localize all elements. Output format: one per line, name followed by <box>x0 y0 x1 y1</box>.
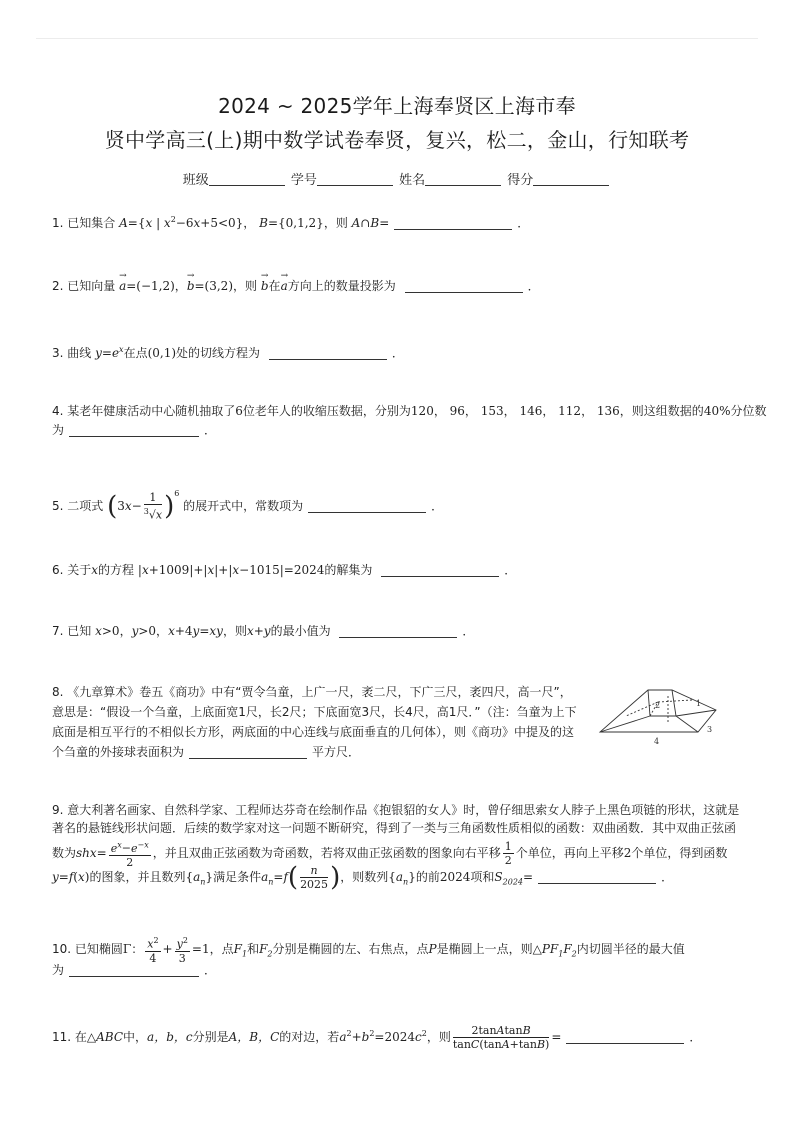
math-expression: A <box>119 216 128 230</box>
question-7: 7. 已知 x>0，y>0，x+4y=xy，则x+y的最小值为 ． <box>52 624 475 638</box>
question-9-line3: 数为shx= $\frac{e^x-e^{-x}}{2}$ ，并且双曲正弦函数为奇函数，若将双曲正弦函数的图象向右平移 $\frac{1}{2}$ 个单位，再向上平移2个单位，得到函数 <box>52 839 728 869</box>
class-blank[interactable] <box>209 173 285 186</box>
answer-blank[interactable] <box>538 870 656 884</box>
class-label: 班级 <box>182 173 209 188</box>
answer-blank[interactable] <box>189 745 307 759</box>
id-label: 学号 <box>290 173 317 188</box>
frustum-outline <box>600 690 716 732</box>
figure-label-2: 2 <box>655 701 661 710</box>
question-8: 8. 《九章算术》卷五《商功》中有“贾令刍童，上广一尺，袤二尺，下广三尺，袤四尺，高一尺”，意思是：“假设一个刍童，上底面宽1尺，长2尺；下底面宽3尺，长4尺，高1尺．”（注：刍童为上下底面是相互平行的不相似长方形，两底面的中心连线与底面垂直的几何体），则《商功》中提及的这个刍童的外接球表面积为 平方尺． <box>52 685 577 759</box>
figure-label-1: 1 <box>696 699 702 708</box>
question-5: 5. 二项式 (3x− $\frac{1}{^3√x}$ )$^6$ 的展开式中，常数项为 ． <box>52 489 444 522</box>
figure-label-3: 3 <box>707 725 713 734</box>
question-2: 2. 已知向量 → a=(−1,2)，→ b=(3,2)，则 → b在→ a方向上的数量投影为 ． <box>52 276 540 296</box>
frustum-figure <box>598 686 718 748</box>
answer-blank[interactable] <box>394 216 512 230</box>
question-10: 10. 已知椭圆Γ： $\frac{x^2}{4}$ + $\frac{y^2}{3}$ =1，点$F_1$和$F_2$分别是椭圆的左、右焦点，点P是椭圆上一点，则$\triangle PF_1F_2$内切圆半径的最大值 <box>52 936 685 965</box>
exam-title-line2: 贤中学高三(上)期中数学试卷奉贤，复兴，松二，金山，行知联考 <box>104 128 690 152</box>
question-4-cont: 为 ． <box>52 423 217 437</box>
answer-blank[interactable] <box>269 346 387 360</box>
answer-blank[interactable] <box>308 499 426 513</box>
answer-blank[interactable] <box>381 563 499 577</box>
question-6: 6. 关于x的方程 |x+1009|+|x|+|x−1015|=2024的解集为 ． <box>52 563 517 577</box>
question-3: 3. 曲线 $y=e^x$在点(0,1)处的切线方程为 ． <box>52 345 404 360</box>
question-10-cont: 为 ． <box>52 963 217 977</box>
answer-blank[interactable] <box>69 963 199 977</box>
question-1: 1. 已知集合 A={x | $x^2-6x+5<0$}， B={0,1,2}，则 A∩B= ． <box>52 215 530 230</box>
answer-blank[interactable] <box>405 279 523 293</box>
student-info-row <box>0 169 794 188</box>
name-label: 姓名 <box>399 173 426 188</box>
question-9-line4: y=f(x)的图象，并且数列$\{a_n\}$满足条件$a_n=f$( $\frac{n}{2025}$ )，则数列$\{a_n\}$的前2024项和$S_{2024}=$ ． <box>52 862 674 893</box>
score-label: 得分 <box>507 173 534 188</box>
question-9-line1: 9. 意大利著名画家、自然科学家、工程师达芬奇在绘制作品《抱银貂的女人》时，曾仔细思索女人脖子上黑色项链的形状，这就是 <box>52 803 740 817</box>
exam-title-line1: 2024 ~ 2025学年上海奉贤区上海市奉 <box>218 94 576 118</box>
answer-blank[interactable] <box>566 1030 684 1044</box>
id-blank[interactable] <box>317 173 393 186</box>
answer-blank[interactable] <box>339 624 457 638</box>
figure-label-4: 4 <box>654 737 660 746</box>
answer-blank[interactable] <box>69 423 199 437</box>
name-blank[interactable] <box>425 173 501 186</box>
question-4: 4. 某老年健康活动中心随机抽取了6位老年人的收缩压数据，分别为120， 96， 153， 146， 112， 136，则这组数据的40%分位数 <box>52 404 767 418</box>
question-9-line2: 著名的悬链线形状问题．后续的数学家对这一问题不断研究，得到了一类与三角函数性质相似的函数：双曲函数．其中双曲正弦函 <box>52 821 737 835</box>
score-blank[interactable] <box>533 173 609 186</box>
top-rule <box>36 38 758 39</box>
question-11: 11. 在△ABC中，a，b，c分别是A，B，C的对边，若$a^2+b^2=2024c^2$，则 $\frac{\text{2tanAtanB}}{\tan C(\tan A+\tan B)}$ = ． <box>52 1024 702 1051</box>
